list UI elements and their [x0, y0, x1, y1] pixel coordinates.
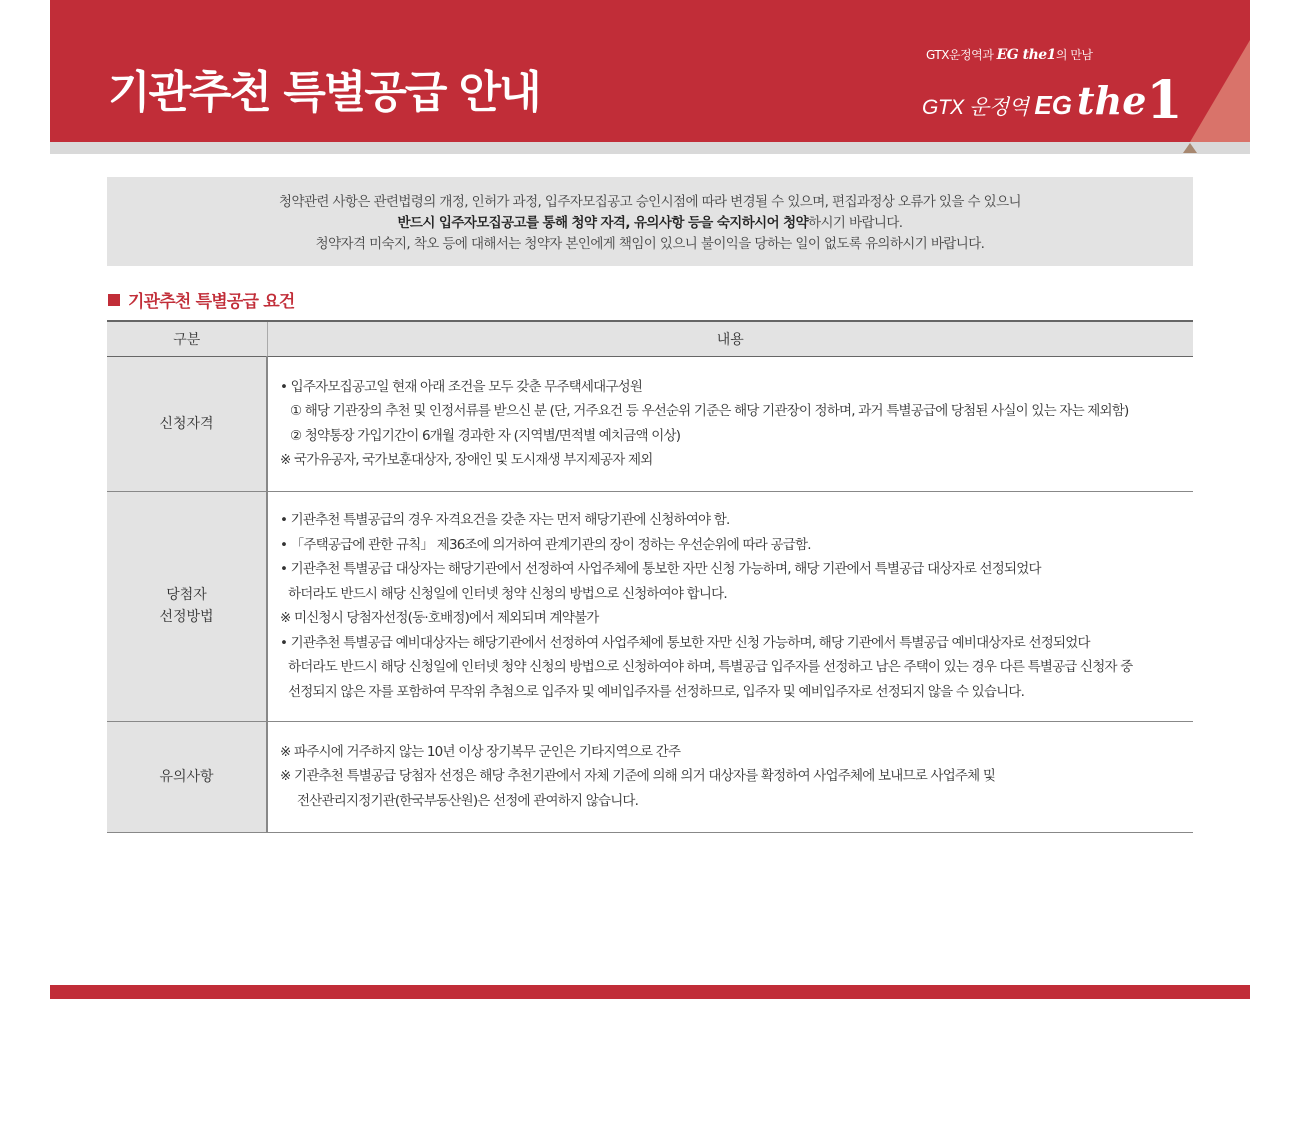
row-label-text: 선정방법	[159, 609, 214, 625]
notice-line-3: 청약자격 미숙지, 착오 등에 대해서는 청약자 본인에게 책임이 있으니 불이익을 당하는 일이 없도록 유의하시기 바랍니다.	[315, 236, 985, 252]
logo-tagline-pre: GTX운정역과	[926, 48, 997, 62]
section-heading	[108, 287, 294, 312]
content-line: ※ 국가유공자, 국가보훈대상자, 장애인 및 도시재생 부지제공자 제외	[280, 452, 653, 468]
content-line: • 기관추천 특별공급의 경우 자격요건을 갖춘 자는 먼저 해당기관에 신청하여야 함.	[280, 512, 730, 528]
row-content-notes	[267, 721, 1193, 832]
logo-the-text: the	[1077, 78, 1147, 123]
page-title: 기관추천 특별공급 안내	[108, 67, 540, 118]
content-line: • 기관추천 특별공급 예비대상자는 해당기관에서 선정하여 사업주체에 통보한 자만 신청 가능하며, 해당 기관에서 특별공급 예비대상자로 선정되었다	[280, 634, 1090, 651]
content-line: ※ 기관추천 특별공급 당첨자 선정은 해당 추천기관에서 자체 기준에 의해 의거 대상자를 확정하여 사업주체에 보내므로 사업주체 및	[280, 768, 996, 785]
logo-tagline-brand: EG the1	[996, 47, 1056, 63]
logo-one-text: 1	[1146, 70, 1183, 131]
row-content-selection	[267, 491, 1193, 721]
row-label-text: 당첨자	[166, 587, 207, 603]
header-content: 내용	[267, 321, 1193, 356]
row-label-text: 유의사항	[159, 768, 214, 785]
content-line: ① 해당 기관장의 추천 및 인정서류를 받으신 분 (단, 거주요건 등 우선순위 기준은 해당 기관장이 정하며, 과거 특별공급에 당첨된 사실이 있는 자는 제외함)	[290, 403, 1129, 419]
table-row-notes	[107, 721, 1193, 832]
section-heading-text: 기관추천 특별공급 요건	[128, 292, 295, 312]
logo-gtx-text: GTX 운정역	[922, 96, 1029, 119]
content-line: 전산관리지정기관(한국부동산원)은 선정에 관여하지 않습니다.	[297, 792, 639, 809]
notice-line-2-bold: 반드시 입주자모집공고를 통해 청약 자격, 유의사항 등을 숙지하시어 청약	[397, 215, 809, 231]
brand-logo	[922, 66, 1183, 131]
row-label-eligibility	[107, 356, 267, 491]
row-label-text: 신청자격	[159, 415, 214, 432]
triangle-marker-icon	[1183, 143, 1197, 153]
row-label-selection	[107, 491, 267, 721]
table-row-selection	[107, 491, 1193, 721]
content-line: ※ 미신청시 당첨자선정(동·호배정)에서 제외되며 계약불가	[280, 610, 599, 626]
notice-line-1: 청약관련 사항은 관련법령의 개정, 인허가 과정, 입주자모집공고 승인시점에 따라 변경될 수 있으며, 편집과정상 오류가 있을 수 있으니	[279, 194, 1021, 210]
header-category: 구분	[107, 321, 267, 356]
logo-tagline-post: 의 만남	[1055, 48, 1093, 62]
content-line: ※ 파주시에 거주하지 않는 10년 이상 장기복무 군인은 기타지역으로 간주	[280, 743, 681, 760]
row-content-eligibility	[267, 356, 1193, 491]
header-underline	[50, 142, 1250, 154]
content-line: ② 청약통장 가입기간이 6개월 경과한 자 (지역별/면적별 예치금액 이상)	[290, 427, 681, 444]
square-bullet-icon	[108, 294, 120, 306]
table-row-eligibility	[107, 356, 1193, 491]
page-header	[50, 0, 1250, 142]
content-line: • 기관추천 특별공급 대상자는 해당기관에서 선정하여 사업주체에 통보한 자만 신청 가능하며, 해당 기관에서 특별공급 대상자로 선정되었다	[280, 561, 1041, 577]
requirements-table	[107, 320, 1193, 833]
notice-line-2	[107, 213, 1193, 234]
content-line: • 입주자모집공고일 현재 아래 조건을 모두 갖춘 무주택세대구성원	[280, 378, 643, 395]
logo-tagline	[926, 46, 1093, 63]
content-line: • 「주택공급에 관한 규칙」 제36조에 의거하여 관계기관의 장이 정하는 우선순위에 따라 공급함.	[280, 536, 811, 553]
logo-eg-text: EG	[1034, 90, 1072, 120]
table-header-row	[107, 321, 1193, 356]
header-decoration	[1190, 40, 1250, 142]
notice-box	[107, 177, 1193, 266]
notice-line-2-rest: 하시기 바랍니다.	[808, 215, 903, 231]
content-line: 하더라도 반드시 해당 신청일에 인터넷 청약 신청의 방법으로 신청하여야 하며, 특별공급 입주자를 선정하고 남은 주택이 있는 경우 다른 특별공급 신청자 중	[288, 659, 1133, 675]
footer-bar	[50, 985, 1250, 999]
content-line: 선정되지 않은 자를 포함하여 무작위 추첨으로 입주자 및 예비입주자를 선정하므로, 입주자 및 예비입주자로 선정되지 않을 수 있습니다.	[288, 683, 1025, 700]
content-line: 하더라도 반드시 해당 신청일에 인터넷 청약 신청의 방법으로 신청하여야 합니다.	[288, 585, 727, 602]
row-label-notes	[107, 721, 267, 832]
